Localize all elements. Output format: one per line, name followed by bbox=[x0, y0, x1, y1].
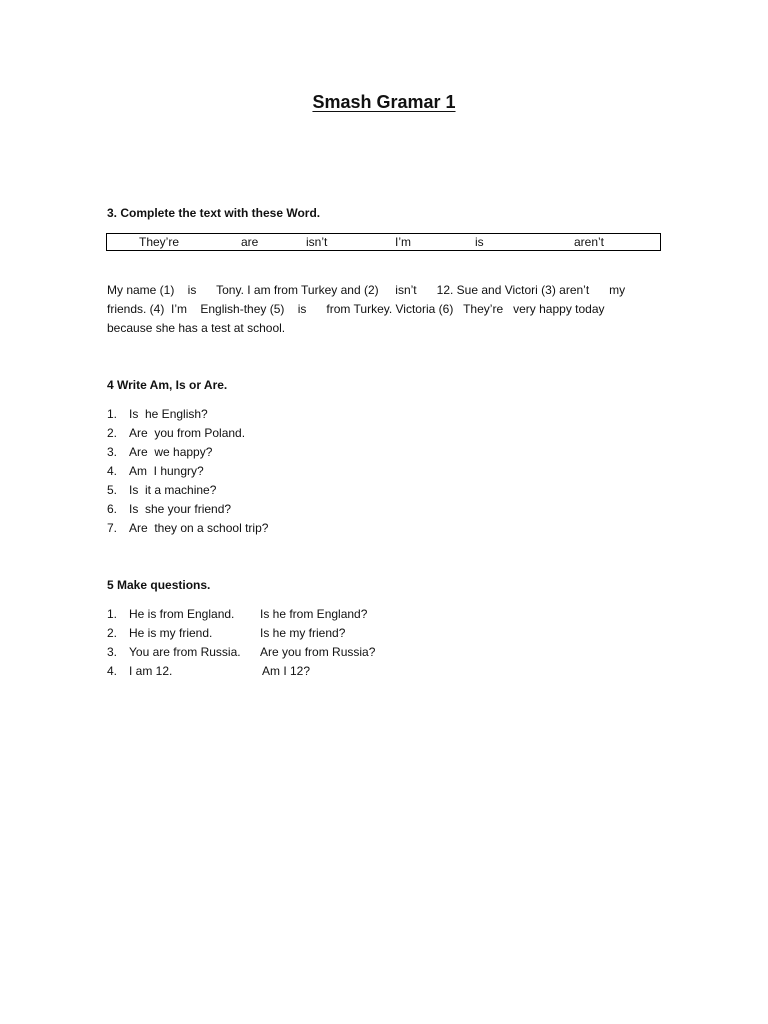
title-text: Smash Gramar 1 bbox=[312, 92, 456, 112]
paragraph-line: because she has a test at school. bbox=[107, 321, 286, 335]
item-question: Are you from Russia? bbox=[260, 645, 376, 659]
item-text: Is it a machine? bbox=[129, 483, 217, 497]
word-item: is bbox=[475, 235, 484, 249]
item-number: 4. bbox=[107, 464, 118, 478]
item-text: Am I hungry? bbox=[129, 464, 204, 478]
item-statement: I am 12. bbox=[129, 664, 173, 678]
item-statement: You are from Russia. bbox=[129, 645, 241, 659]
item-number: 3. bbox=[107, 445, 118, 459]
word-box bbox=[106, 233, 661, 251]
item-number: 1. bbox=[107, 607, 118, 621]
item-statement: He is my friend. bbox=[129, 626, 213, 640]
item-question: Is he my friend? bbox=[260, 626, 346, 640]
word-item: They’re bbox=[139, 235, 180, 249]
item-number: 7. bbox=[107, 521, 118, 535]
item-text: Are we happy? bbox=[129, 445, 213, 459]
page-title bbox=[0, 92, 768, 113]
fill-in-paragraph bbox=[107, 281, 625, 338]
item-text: Are they on a school trip? bbox=[129, 521, 269, 535]
item-number: 3. bbox=[107, 645, 118, 659]
word-item: are bbox=[241, 235, 259, 249]
word-item: aren’t bbox=[574, 235, 605, 249]
item-number: 5. bbox=[107, 483, 118, 497]
item-text: Is he English? bbox=[129, 407, 208, 421]
item-text: Is she your friend? bbox=[129, 502, 232, 516]
item-number: 2. bbox=[107, 426, 118, 440]
word-item: isn’t bbox=[306, 235, 328, 249]
item-text: Are you from Poland. bbox=[129, 426, 246, 440]
item-statement: He is from England. bbox=[129, 607, 235, 621]
item-number: 6. bbox=[107, 502, 118, 516]
item-question: Am I 12? bbox=[262, 664, 311, 678]
word-item: I’m bbox=[395, 235, 411, 249]
item-number: 1. bbox=[107, 407, 118, 421]
section-5-heading: 5 Make questions. bbox=[107, 578, 211, 592]
paragraph-line: My name (1) is Tony. I am from Turkey and (2) isn’t 12. Sue and Victori (3) aren’t my bbox=[107, 283, 626, 297]
section-4-heading: 4 Write Am, Is or Are. bbox=[107, 378, 228, 392]
item-question: Is he from England? bbox=[260, 607, 368, 621]
item-number: 4. bbox=[107, 664, 118, 678]
item-number: 2. bbox=[107, 626, 118, 640]
section-3-heading: 3. Complete the text with these Word. bbox=[107, 206, 321, 220]
paragraph-line: friends. (4) I’m English-they (5) is from Turkey. Victoria (6) They’re very happy today bbox=[107, 302, 605, 316]
